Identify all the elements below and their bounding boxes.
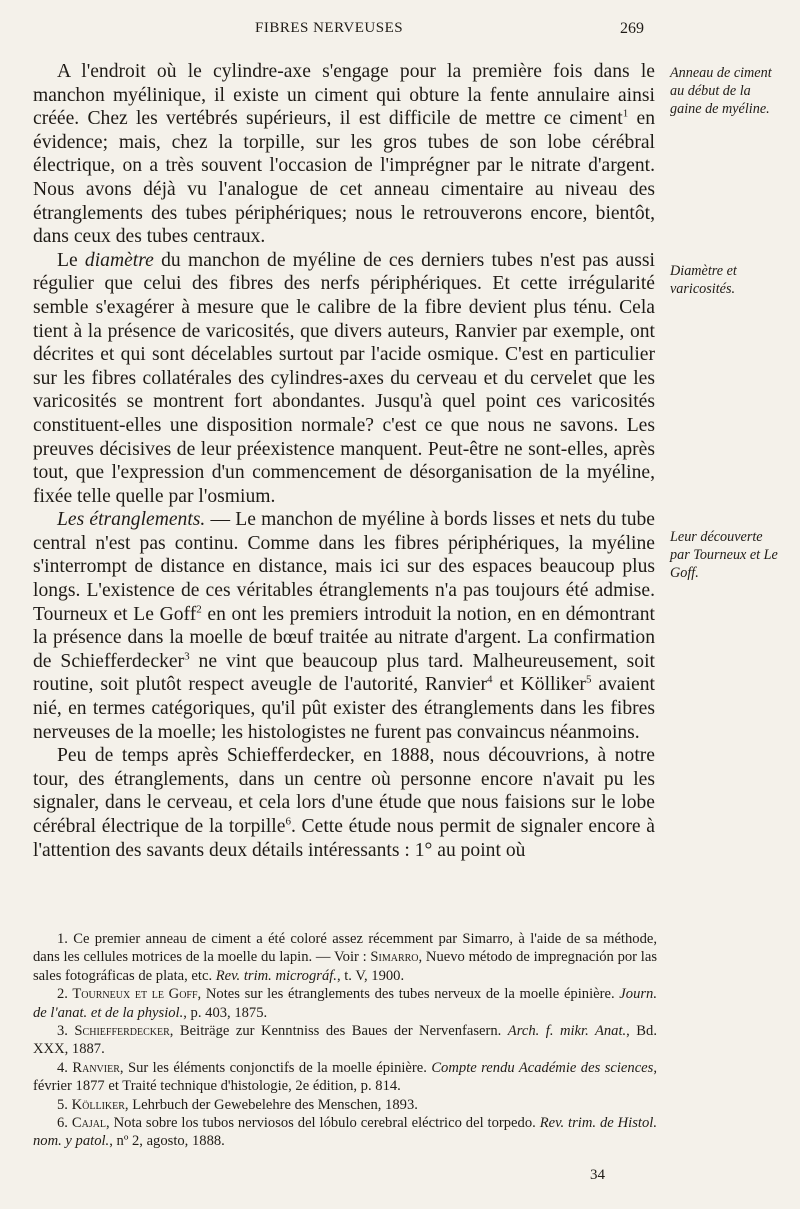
paragraph-3: Les étranglements. — Le manchon de myéline à bords lisses et nets du tube central n'est pas continu. Comme dans les fibres périphériques, la myéline s'interrompt de distance en distance, mais ici sur des espaces beaucoup plus longs. L'existence de ces véritables étranglements n'a pas toujours été admise. Tourneux et Le Goff$^2$ en ont les premiers introduit la notion, en en démontrant la présence dans la moelle de bœuf traitée au nitrate d'argent. La confirmation de Schiefferdecker$^3$ ne vint que beaucoup plus tard. Malheureusement, soit routine, soit plutôt respect aveugle de l'autorité, Ranvier$^4$ et Kölliker$^5$ avaient nié, en termes catégoriques, qu'il pût exister des étranglements dans les fibres nerveuses de la moelle; les histologistes ne furent pas convaincus néanmoins. — [33, 509, 656, 743]
footnote-1: 1. Ce premier anneau de ciment a été coloré assez récemment par Simarro, à l'aide de sa méthode, dans les cellules motrices de la moelle du lapin. — Voir : Simarro, Nuevo método de impregnación por las sales fotográficas de plata, etc. Rev. trim. micrográf., t. V, 1900. — [33, 931, 657, 984]
margin-note-anneau: Anneau de ciment au début de la gaine de myéline. — [670, 65, 772, 117]
running-head: FIBRES NERVEUSES — [255, 20, 404, 36]
paragraph-1: A l'endroit où le cylindre-axe s'engage pour la première fois dans le manchon myélinique, il existe un ciment qui obture la fente annulaire ainsi créée. Chez les vertébrés supérieurs, il est difficile de mettre ce ciment$^1$ en évidence; mais, chez la torpille, sur les gros tubes de son lobe cérébral électrique, on a très souvent l'occasion de l'imprégner par le nitrate d'argent. Nous avons déjà vu l'analogue de cet anneau cimentaire au niveau des étranglements des tubes périphériques; nous le retrouverons encore, bientôt, dans ceux des tubes centraux. — [33, 61, 655, 248]
footnote-2: 2. Tourneux et le Goff, Notes sur les étranglements des tubes nerveux de la moelle épinière. Journ. de l'anat. et de la physiol., p. 403, 1875. — [33, 986, 657, 1021]
paragraph-4: Peu de temps après Schiefferdecker, en 1888, nous découvrions, à notre tour, des étranglements, dans un centre où personne encore n'avait pu les signaler, dans le cerveau, et cela lors d'une étude que nous faisions sur le lobe cérébral électrique de la torpille$^6$. Cette étude nous permit de signaler encore à l'attention des savants deux détails intéressants : 1° au point où — [33, 745, 655, 861]
footnote-ref-1: 1 — [622, 107, 629, 120]
page-number: 269 — [620, 20, 644, 37]
footnote-ref-2: 2 — [196, 603, 202, 616]
section-term-etranglements: Les étranglements. — [57, 509, 206, 531]
margin-note-decouverte: Leur découverte par Tourneux et Le Goff. — [670, 529, 778, 581]
footnote-3: 3. Schiefferdecker, Beiträge zur Kenntniss des Baues der Nervenfasern. Arch. f. mikr. Anat., Bd. XXX, 1887. — [33, 1023, 657, 1058]
margin-note-diametre: Diamètre et varicosités. — [670, 263, 737, 297]
footnote-6: 6. Cajal, Nota sobre los tubos nerviosos del lóbulo cerebral eléctrico del torpedo. Rev. trim. de Histol. nom. y patol., nº 2, agosto, 1888. — [33, 1115, 657, 1150]
footnote-ref-4: 4 — [487, 673, 493, 686]
footnote-4: 4. Ranvier, Sur les éléments conjonctifs de la moelle épinière. Compte rendu Académie des sciences, février 1877 et Traité technique d'histologie, 2e édition, p. 814. — [33, 1059, 657, 1095]
term-diametre: diamètre — [84, 249, 154, 271]
footnote-ref-6: 6 — [285, 815, 291, 828]
body-text — [33, 60, 655, 862]
footnote-ref-3: 3 — [184, 650, 190, 663]
paragraph-2: Le diamètre du manchon de myéline de ces derniers tubes n'est pas aussi régulier que celui des fibres des nerfs périphériques. Et cette irrégularité semble s'exagérer à mesure que le calibre de la fibre devient plus ténu. Cela tient à la présence de varicosités, que divers auteurs, Ranvier par exemple, ont décrites et qui sont décelables surtout par l'acide osmique. C'est en particulier sur les fibres collatérales des cylindres-axes du cerveau et du cervelet que les varicosités se montrent fort abondantes. Jusqu'à quel point ces varicosités constituent-elles une disposition normale? c'est ce que nous ne savons. Les preuves décisives de leur préexistence manquent. Peut-être ne sont-elles, après tout, que l'expression d'un commencement de désorganisation de la myéline, fixée telle quelle par l'osmium. — [33, 249, 655, 507]
footnote-ref-5: 5 — [585, 673, 592, 686]
footnote-5: 5. Kölliker, Lehrbuch der Gewebelehre des Menschen, 1893. — [57, 1096, 418, 1113]
footnotes — [33, 930, 657, 1151]
signature-mark: 34 — [590, 1167, 605, 1183]
